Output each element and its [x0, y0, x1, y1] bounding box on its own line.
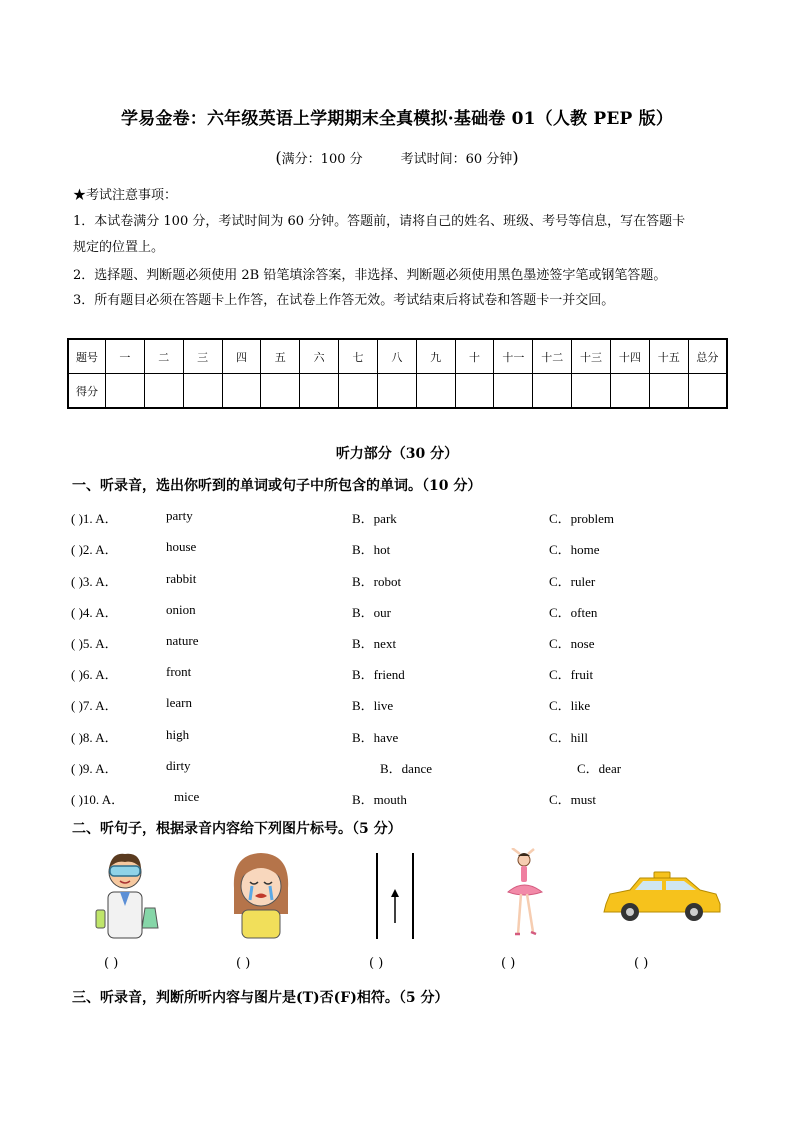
score-cell[interactable] [183, 374, 222, 409]
option-a[interactable]: front [166, 664, 192, 679]
option-c[interactable]: C．must [549, 792, 596, 807]
question-row [71, 664, 741, 695]
picture-answer-blank[interactable]: ( ) [369, 956, 384, 971]
question-number[interactable]: ( )8. A． [71, 730, 118, 745]
option-a[interactable]: party [166, 508, 193, 523]
score-cell[interactable] [688, 374, 727, 409]
score-col-header: 六 [300, 339, 339, 374]
score-table-row-label: 题号 [68, 339, 106, 374]
note-item-2: 2．选择题、判断题必须使用 2B 铅笔填涂答案，非选择、判断题必须使用黑色墨迹签字笔或钢笔答题。 [73, 268, 667, 283]
score-col-header: 八 [377, 339, 416, 374]
question-row [71, 695, 741, 726]
score-cell[interactable] [572, 374, 611, 409]
question-row [71, 571, 741, 602]
score-cell[interactable] [300, 374, 339, 409]
picture-answer-blank[interactable]: ( ) [634, 956, 649, 971]
scientist-picture [90, 848, 160, 942]
option-a[interactable]: high [166, 727, 190, 742]
option-a[interactable]: mice [174, 789, 200, 804]
score-cell[interactable] [416, 374, 455, 409]
question-number[interactable]: ( )7. A． [71, 698, 118, 713]
note-item-1-line-2: 规定的位置上。 [73, 240, 165, 255]
option-a[interactable]: learn [166, 695, 192, 710]
question-number[interactable]: ( )5. A． [71, 636, 118, 651]
score-col-header: 十三 [572, 339, 611, 374]
question-row [71, 508, 741, 539]
option-a[interactable]: dirty [166, 758, 191, 773]
ballet-dancer-picture [500, 848, 550, 942]
score-cell[interactable] [610, 374, 649, 409]
score-col-header: 三 [183, 339, 222, 374]
question-number[interactable]: ( )1. A． [71, 511, 118, 526]
score-cell[interactable] [339, 374, 378, 409]
picture-answer-blank[interactable]: ( ) [236, 956, 251, 971]
question-row [71, 758, 741, 789]
option-c[interactable]: C．dear [577, 761, 622, 776]
score-col-header: 十五 [649, 339, 688, 374]
score-col-header: 九 [416, 339, 455, 374]
option-b[interactable]: B．live [352, 698, 394, 713]
question-number[interactable]: ( )4. A． [71, 605, 118, 620]
score-col-header: 四 [222, 339, 261, 374]
full-marks: 满分：100 分 [281, 152, 363, 167]
question-row [71, 789, 741, 820]
option-c[interactable]: C．nose [549, 636, 595, 651]
option-c[interactable]: C．problem [549, 511, 614, 526]
question-number[interactable]: ( )6. A． [71, 667, 118, 682]
option-c[interactable]: C．ruler [549, 574, 596, 589]
notes-heading: ★考试注意事项： [73, 188, 178, 203]
option-b[interactable]: B．friend [352, 667, 405, 682]
score-col-header: 五 [261, 339, 300, 374]
exam-info: (满分：100 分 考试时间：60 分钟) [275, 148, 519, 167]
score-cell[interactable] [106, 374, 145, 409]
note-item-3: 3．所有题目必须在答题卡上作答，在试卷上作答无效。考试结束后将试卷和答题卡一并交回。 [73, 293, 615, 308]
option-a[interactable]: rabbit [166, 571, 197, 586]
listening-title: 听力部分（30 分） [335, 446, 459, 462]
question-row [71, 539, 741, 570]
crying-girl-picture [228, 848, 294, 940]
question-row [71, 633, 741, 664]
exam-time: 考试时间：60 分钟 [400, 152, 513, 167]
option-c[interactable]: C．like [549, 698, 591, 713]
page-title: 学易金卷：六年级英语上学期期末全真模拟·基础卷 01（人教 PEP 版） [120, 109, 674, 129]
option-b[interactable]: B．park [352, 511, 397, 526]
score-col-header: 十四 [610, 339, 649, 374]
score-table-row-label: 得分 [68, 374, 106, 409]
score-table-header-row [68, 339, 727, 374]
option-b[interactable]: B．dance [380, 761, 432, 776]
picture-answer-blank[interactable]: ( ) [501, 956, 516, 971]
question-number[interactable]: ( )10. A． [71, 792, 125, 807]
option-b[interactable]: B．robot [352, 574, 402, 589]
option-a[interactable]: nature [166, 633, 199, 648]
picture-answer-blank[interactable]: ( ) [104, 956, 119, 971]
score-col-header: 十二 [533, 339, 572, 374]
score-col-header: 十一 [494, 339, 533, 374]
score-cell[interactable] [533, 374, 572, 409]
section-3-title: 三、听录音，判断所听内容与图片是(T)否(F)相符。（5 分） [72, 990, 449, 1006]
score-table-score-row [68, 374, 727, 409]
score-cell[interactable] [649, 374, 688, 409]
question-row [71, 602, 741, 633]
score-cell[interactable] [455, 374, 494, 409]
option-c[interactable]: C．fruit [549, 667, 594, 682]
section-2-title: 二、听句子，根据录音内容给下列图片标号。（5 分） [72, 821, 402, 837]
question-number[interactable]: ( )2. A． [71, 542, 118, 557]
question-number[interactable]: ( )9. A． [71, 761, 118, 776]
question-row [71, 727, 741, 758]
score-col-header: 七 [339, 339, 378, 374]
option-b[interactable]: B．next [352, 636, 397, 651]
option-b[interactable]: B．mouth [352, 792, 407, 807]
score-col-header: 十 [455, 339, 494, 374]
option-a[interactable]: house [166, 539, 197, 554]
option-b[interactable]: B．have [352, 730, 399, 745]
score-cell[interactable] [261, 374, 300, 409]
taxi-picture [600, 868, 724, 924]
option-c[interactable]: C．hill [549, 730, 589, 745]
score-col-header: 二 [144, 339, 183, 374]
note-item-1-line-1: 1．本试卷满分 100 分，考试时间为 60 分钟。答题前，请将自己的姓名、班级、考号等信息，写在答题卡 [73, 214, 686, 229]
option-c[interactable]: C．home [549, 542, 600, 557]
section-1-title: 一、听录音，选出你听到的单词或句子中所包含的单词。（10 分） [72, 478, 482, 494]
option-b[interactable]: B．our [352, 605, 392, 620]
score-col-header: 总分 [688, 339, 727, 374]
score-cell[interactable] [494, 374, 533, 409]
question-number[interactable]: ( )3. A． [71, 574, 118, 589]
option-c[interactable]: C．often [549, 605, 598, 620]
one-way-road-picture [370, 851, 420, 941]
score-table [67, 338, 728, 409]
score-cell[interactable] [144, 374, 183, 409]
option-b[interactable]: B．hot [352, 542, 391, 557]
option-a[interactable]: onion [166, 602, 196, 617]
score-cell[interactable] [377, 374, 416, 409]
score-cell[interactable] [222, 374, 261, 409]
score-col-header: 一 [106, 339, 145, 374]
